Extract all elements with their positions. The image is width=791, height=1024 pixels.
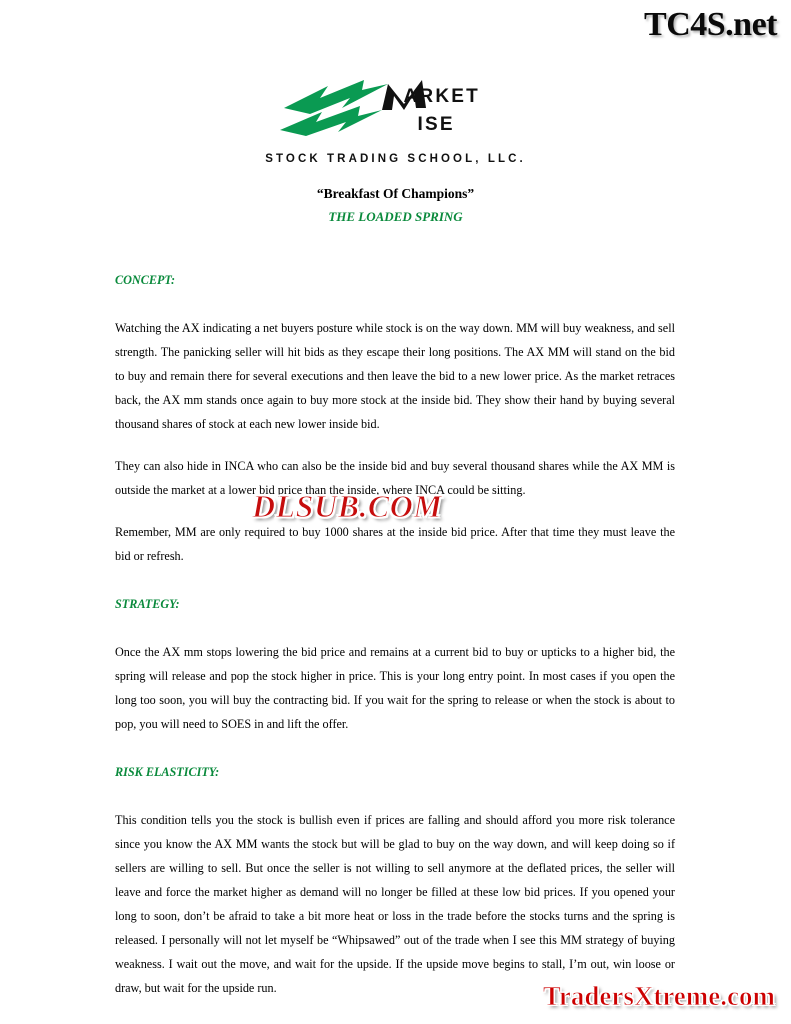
paragraph: This condition tells you the stock is bullish even if prices are falling and should afford you more risk tolerance since you know the AX MM wants the stock but will be glad to buy on the way down, and will keep doing so if sellers are willing to sell. But once the seller is not willing to sell anymore at the deflated prices, the seller will leave and force the market higher as demand will no longer be filled at these low bid prices. If you opened your long to soon, don’t be afraid to take a bit more heat or loss in the trade before the stocks turns and the spring is released. I personally will not let myself be “Whipsawed” out of the trade when I see this MM strategy of buying weakness. I wait out the move, and wait for the upside. If the upside move begins to stall, I’m out, win loose or draw, but wait for the upside run. — [115, 813, 675, 995]
section-heading-risk-elasticity: RISK ELASTICITY: — [115, 765, 220, 779]
market-wise-logo — [276, 78, 516, 146]
logo-block — [0, 78, 791, 165]
watermark-center: DLSUB.COM — [252, 488, 443, 524]
watermark-bottom-right: TradersXtreme.com — [542, 981, 775, 1011]
logo-word-bottom: ISE — [417, 114, 455, 135]
logo-tagline: STOCK TRADING SCHOOL, LLC. — [265, 153, 526, 165]
logo-word-top: ARKET — [403, 86, 480, 107]
section-heading-strategy: STRATEGY: — [115, 597, 180, 611]
document-subtitle: THE LOADED SPRING — [328, 209, 463, 224]
section-heading-concept: CONCEPT: — [115, 273, 176, 287]
paragraph: Once the AX mm stops lowering the bid price and remains at a current bid to buy or upticks to a higher bid, the spring will release and pop the stock higher in price. This is your long entry point. In most cases if you open the long too soon, you will buy the contracting bid. If you wait for the spring to release or when the stock is about to pop, you will need to SOES in and lift the offer. — [115, 645, 675, 731]
paragraph: Remember, MM are only required to buy 1000 shares at the inside bid price. After that time they must leave the bid or refresh. — [115, 525, 675, 563]
document-body — [115, 268, 675, 1000]
paragraph: Watching the AX indicating a net buyers posture while stock is on the way down. MM will buy weakness, and sell strength. The panicking seller will hit bids as they escape their long positions. The AX MM will stand on the bid to buy and remain there for several executions and then leave the bid to a new lower price. As the market retraces back, the AX mm stands once again to buy more stock at the inside bid. They show their hand by buying several thousand shares of stock at each new lower inside bid. — [115, 321, 675, 431]
document-title: “Breakfast Of Champions” — [316, 186, 475, 201]
paragraph: They can also hide in INCA who can also be the inside bid and buy several thousand shares while the AX MM is outside the market at a lower bid price than the inside, where INCA could be sitting. — [115, 459, 675, 497]
watermark-top-right: TC4S.net — [644, 6, 777, 43]
